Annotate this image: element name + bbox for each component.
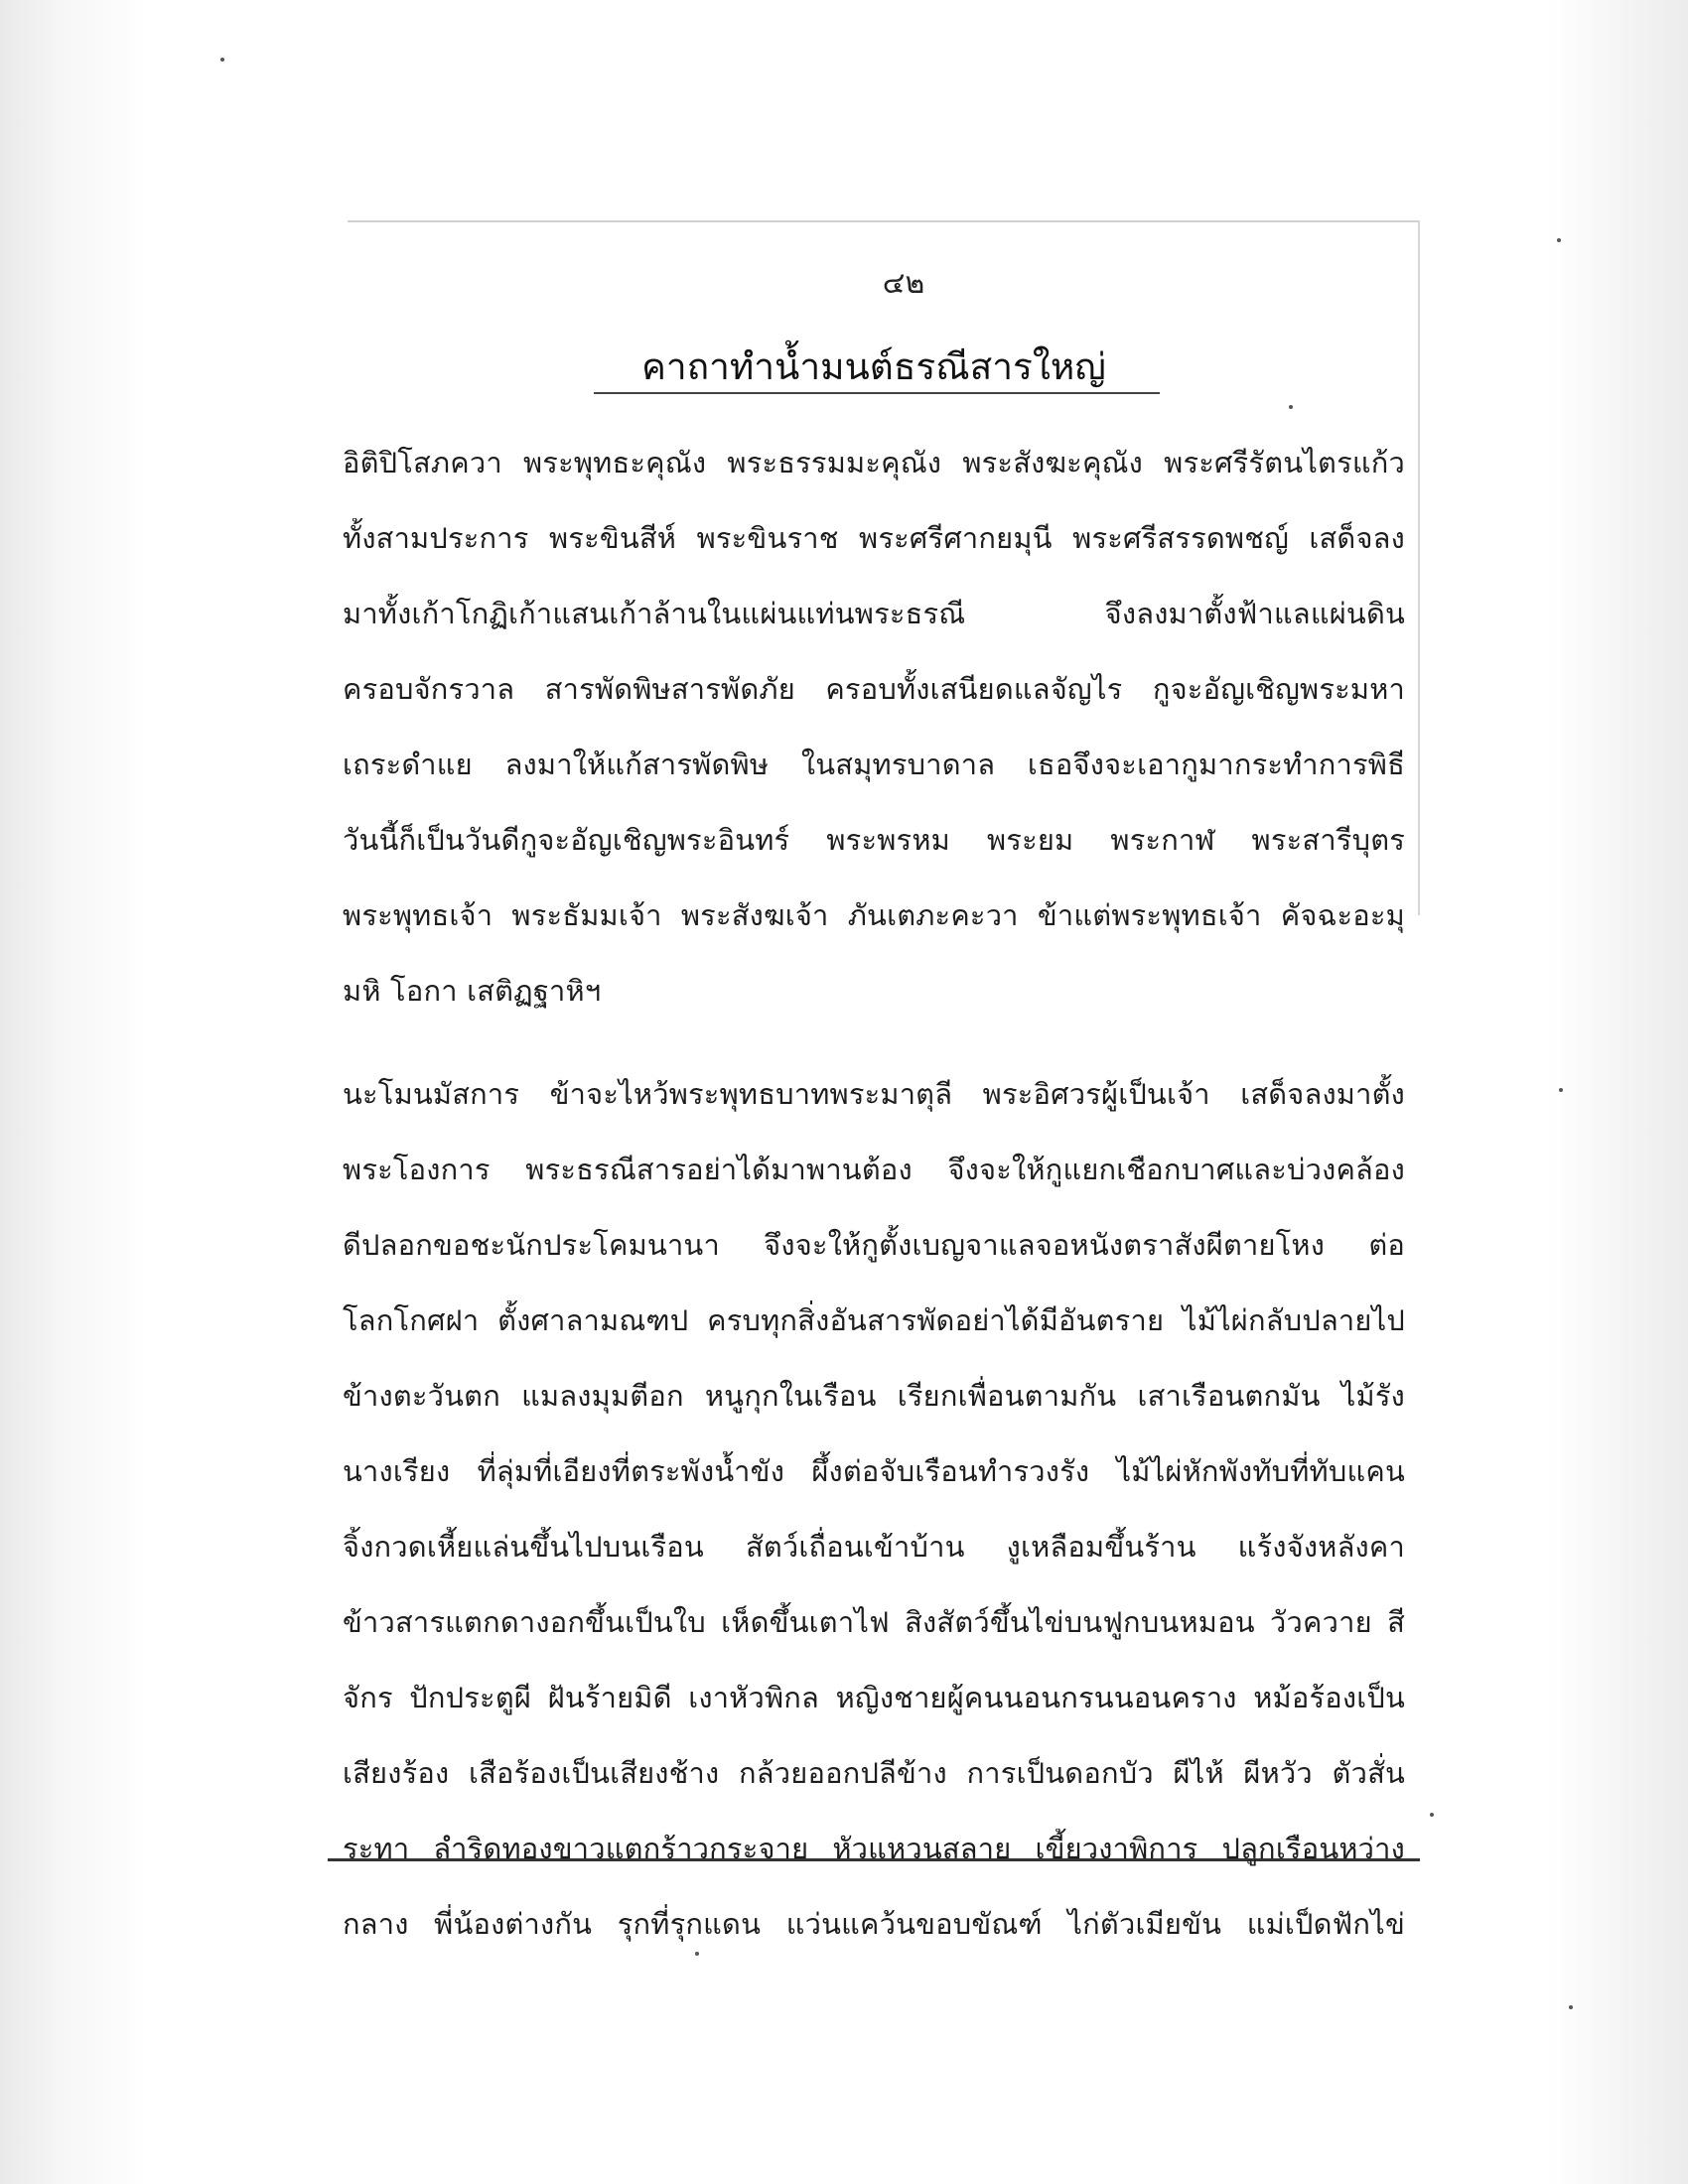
text-line: มหิ โอกา เสติฏฐาหิฯ — [343, 974, 602, 1008]
text-line: จักร ปักประตูผี ฝันร้ายมิดี เงาหัวพิกล หญิงชายผู้คนนอนกรนนอนคราง หม้อร้องเป็น — [343, 1681, 1405, 1714]
text-line: มาทั้งเก้าโกฏิเก้าแสนเก้าล้านในแผ่นแท่นพระธรณี จึงลงมาตั้งฟ้าแลแผ่นดิน — [343, 597, 1405, 630]
text-line: อิติปิโสภควา พระพุทธะคุณัง พระธรรมมะคุณัง พระสังฆะคุณัง พระศรีรัตนไตรแก้ว — [343, 446, 1405, 479]
text-line: เสียงร้อง เสือร้องเป็นเสียงช้าง กล้วยออกปลีข้าง การเป็นดอกบัว ผีไห้ ผีหวัว ตัวสั่น — [343, 1756, 1405, 1790]
page-title: คาถาทำน้ำมนต์ธรณีสารใหญ่ — [641, 345, 1106, 388]
scan-speck — [1557, 238, 1561, 242]
page-number: ๔๒ — [882, 266, 925, 301]
text-line: นะโมนมัสการ ข้าจะไหว้พระพุทธบาทพระมาตุลี พระอิศวรผู้เป็นเจ้า เสด็จลงมาตั้ง — [343, 1077, 1405, 1111]
scan-speck — [695, 1952, 699, 1956]
scan-speck — [220, 58, 224, 62]
title-underline — [594, 392, 1160, 394]
text-line: ทั้งสามประการ พระขินสีห์ พระขินราช พระศรีศากยมุนี พระศรีสรรดพชญ์ เสด็จลง — [343, 521, 1405, 555]
text-line: ระทา ลำริดทองขาวแตกร้าวกระจาย หัวแหวนสลาย เขี้ยวงาพิการ ปลูกเรือนหว่าง — [343, 1832, 1405, 1865]
scan-speck — [1430, 1813, 1434, 1817]
text-line: ดีปลอกขอชะนักประโคมนานา จึงจะให้กูตั้งเบญจาแลจอหนังตราสังผีตายโหง ต่อ — [343, 1228, 1405, 1262]
text-line: จิ้งกวดเหี้ยแล่นขึ้นไปบนเรือน สัตว์เถื่อนเข้าบ้าน งูเหลือมขึ้นร้าน แร้งจังหลังคา — [343, 1530, 1405, 1564]
scan-border-top — [348, 220, 1420, 222]
text-line: วันนี้ก็เป็นวันดีกูจะอัญเชิญพระอินทร์ พระพรหม พระยม พระกาฬ พระสารีบุตร — [343, 823, 1405, 857]
text-line: ข้างตะวันตก แมลงมุมตีอก หนูกุกในเรือน เรียกเพื่อนตามกัน เสาเรือนตกมัน ไม้รัง — [343, 1379, 1405, 1413]
text-line: ครอบจักรวาล สารพัดพิษสารพัดภัย ครอบทั้งเสนียดแลจัญไร กูจะอัญเชิญพระมหา — [343, 672, 1405, 706]
text-line: โลกโกศฝา ตั้งศาลามณฑป ครบทุกสิ่งอันสารพัดอย่าได้มีอันตราย ไม้ไผ่กลับปลายไป — [343, 1303, 1405, 1337]
text-line: กลาง พี่น้องต่างกัน รุกที่รุกแดน แว่นแคว้นขอบขัณฑ์ ไก่ตัวเมียขัน แม่เป็ดฟักไข่ — [343, 1907, 1405, 1941]
text-line: พระโองการ พระธรณีสารอย่าได้มาพานต้อง จึงจะให้กูแยกเชือกบาศและบ่วงคล้อง — [343, 1153, 1405, 1186]
text-line: ข้าวสารแตกดางอกขึ้นเป็นใบ เห็ดขึ้นเตาไฟ สิงสัตว์ขึ้นไข่บนฟูกบนหมอน วัวควาย สี — [343, 1605, 1405, 1639]
text-line: เถระดำแย ลงมาให้แก้สารพัดพิษ ในสมุทรบาดาล เธอจึงจะเอากูมากระทำการพิธี — [343, 748, 1405, 781]
text-line: พระพุทธเจ้า พระธัมมเจ้า พระสังฆเจ้า ภันเตภะคะวา ข้าแต่พระพุทธเจ้า คัจฉะอะมุ — [343, 898, 1405, 932]
scan-border-right — [1418, 220, 1420, 915]
scan-speck — [1569, 2005, 1573, 2009]
scan-speck — [1559, 1088, 1563, 1092]
text-line: นางเรียง ที่ลุ่มที่เอียงที่ตระพังน้ำขัง ผึ้งต่อจับเรือนทำรวงรัง ไม้ไผ่หักพังทับที่ทับแคน — [343, 1454, 1405, 1488]
scan-speck — [1289, 405, 1293, 409]
